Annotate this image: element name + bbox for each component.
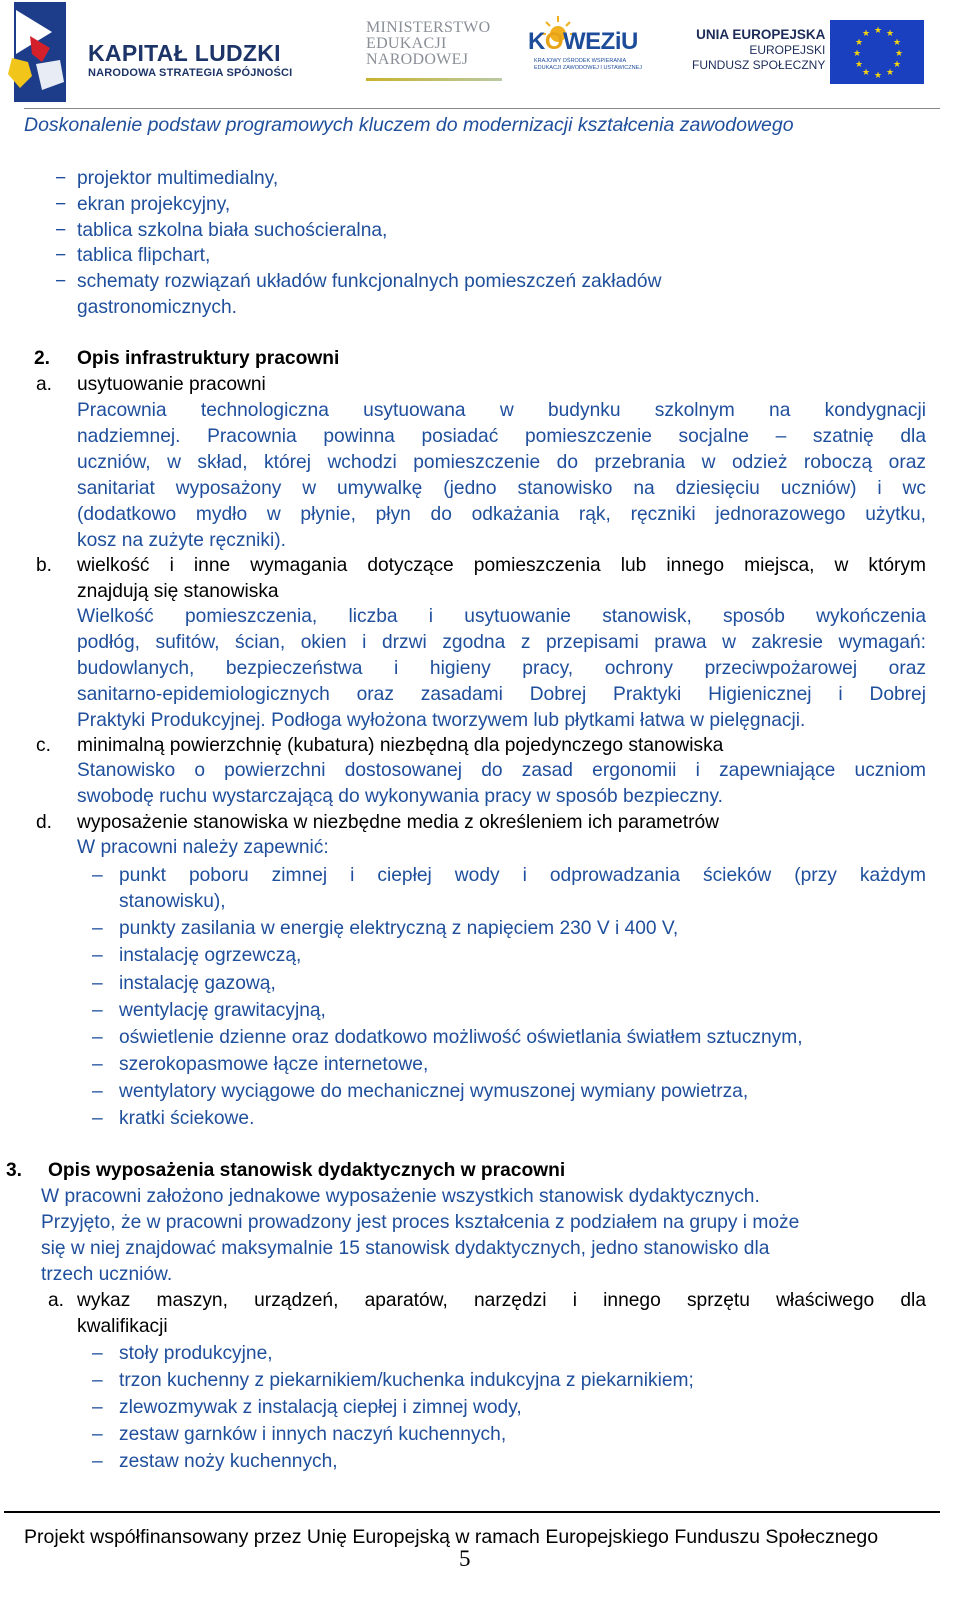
subsection-a-heading: usytuowanie pracowni (77, 374, 266, 395)
kowezu-subtitle: KRAJOWY OŚRODEK WSPIERANIA EDUKACJI ZAWODOWEJ I USTAWICZNEJ (534, 58, 642, 71)
list-dash: − (55, 271, 67, 292)
list-dash: − (55, 194, 67, 215)
kapital-ludzki-logo (0, 0, 310, 108)
list-dash: – (92, 1343, 103, 1364)
list-item: kratki ściekowe. (119, 1108, 255, 1129)
paragraph-line: sanitariat wyposażony w umywalkę (jedno stanowisko na dziesięciu uczniów) i wc (77, 478, 926, 499)
list-dash: – (92, 1000, 103, 1021)
list-dash: – (92, 1081, 103, 1102)
list-item: projektor multimedialny, (77, 168, 279, 189)
svg-text:★: ★ (862, 68, 871, 78)
section-2-title: Opis infrastruktury pracowni (77, 348, 340, 369)
footer-text: Projekt współfinansowany przez Unię Europejską w ramach Europejskiego Funduszu Społecznego (24, 1526, 879, 1548)
list-dash: – (92, 865, 103, 886)
list-item: stoły produkcyjne, (119, 1343, 273, 1364)
list-item: tablica szkolna biała suchościeralna, (77, 220, 388, 241)
ue-line-3: FUNDUSZ SPOŁECZNY (692, 58, 826, 72)
list-dash: – (92, 1054, 103, 1075)
heading-line: znajdują się stanowiska (77, 581, 279, 602)
list-dash: − (55, 220, 67, 241)
section-3a-heading (77, 1288, 926, 1340)
paragraph-line: Pracownia technologiczna usytuowana w budynku szkolnym na kondygnacji (77, 400, 926, 421)
list-item: trzon kuchenny z piekarnikiem/kuchenka indukcyjna z piekarnikiem; (119, 1370, 694, 1391)
list-dash: − (55, 245, 67, 266)
page-number: 5 (459, 1546, 471, 1571)
list-item: wentylację grawitacyjną, (119, 1000, 326, 1021)
list-item: schematy rozwiązań układów funkcjonalnych pomieszczeń zakładów (77, 271, 662, 292)
footer-rule (4, 1511, 940, 1513)
ue-efs-text (692, 26, 825, 73)
svg-text:★: ★ (862, 29, 871, 39)
ministerstwo-logo (366, 20, 490, 68)
ministerstwo-line-2: EDUKACJI (366, 35, 447, 52)
header-rule (24, 108, 940, 109)
ministerstwo-line-1: MINISTERSTWO (366, 19, 491, 36)
subsection-b-marker: b. (36, 555, 53, 576)
subsection-a-marker: a. (36, 374, 53, 395)
list-item: wentylatory wyciągowe do mechanicznej wymuszonej wymiany powietrza, (119, 1081, 749, 1102)
kowezu-name-o: O (544, 28, 564, 55)
list-item-line: stanowisku), (119, 891, 226, 912)
kapital-ludzki-name: KAPITAŁ LUDZKI (88, 40, 281, 66)
list-dash: – (92, 945, 103, 966)
logo-header (0, 0, 960, 108)
list-dash: – (92, 918, 103, 939)
paragraph-line: W pracowni założono jednakowe wyposażenie wszystkich stanowisk dydaktycznych. (41, 1186, 760, 1207)
svg-text:★: ★ (874, 26, 883, 36)
list-dash: – (92, 1027, 103, 1048)
svg-text:★: ★ (886, 68, 895, 78)
list-item: zlewozmywak z instalacją ciepłej i zimnej wody, (119, 1397, 522, 1418)
subsection-a-text (77, 398, 926, 554)
heading-line: wielkość i inne wymagania dotyczące pomieszczenia lub innego miejsca, w którym (77, 555, 926, 576)
list-item: instalację gazową, (119, 973, 276, 994)
section-3-text (41, 1184, 926, 1288)
paragraph-line: się w niej znajdować maksymalnie 15 stanowisk dydaktycznych, jedno stanowisko dla (41, 1238, 770, 1259)
kowezu-name-rest: WEZiU (563, 28, 638, 55)
list-item: instalację ogrzewczą, (119, 945, 302, 966)
paragraph-line: kosz na zużyte ręczniki). (77, 530, 287, 551)
list-item: punkty zasilania w energię elektryczną z napięciem 230 V i 400 V, (119, 918, 679, 939)
ministerstwo-line-3: NARODOWEJ (366, 51, 469, 68)
list-item (119, 863, 926, 915)
list-item: ekran projekcyjny, (77, 194, 231, 215)
svg-text:★: ★ (855, 60, 864, 70)
eu-flag-icon (830, 20, 924, 84)
section-3-number: 3. (6, 1160, 23, 1181)
paragraph-line: nadziemnej. Pracownia powinna posiadać pomieszczenie socjalne – szatnię dla (77, 426, 926, 447)
paragraph-line: (dodatkowo mydło w płynie, płyn do odkażania rąk, ręczniki jednorazowego użytku, (77, 504, 926, 525)
svg-text:★: ★ (853, 49, 862, 59)
subsection-c-text (77, 758, 926, 810)
list-dash: – (92, 1424, 103, 1445)
svg-text:★: ★ (895, 49, 904, 59)
subsection-d-intro: W pracowni należy zapewnić: (77, 837, 329, 858)
kowezu-name (528, 28, 638, 56)
subsection-d-heading: wyposażenie stanowiska w niezbędne media z określeniem ich parametrów (77, 812, 720, 833)
section-2-number: 2. (34, 348, 51, 369)
kowezu-name-k: K (528, 28, 545, 55)
svg-text:★: ★ (886, 29, 895, 39)
subsection-c-marker: c. (36, 735, 51, 756)
svg-text:★: ★ (874, 71, 883, 81)
heading-line: wykaz maszyn, urządzeń, aparatów, narzędzi i innego sprzętu właściwego dla (77, 1290, 926, 1311)
list-item: szerokopasmowe łącze internetowe, (119, 1054, 429, 1075)
paragraph-line: Praktyki Produkcyjnej. Podłoga wyłożona tworzywem lub płytkami łatwa w pielęgnacji. (77, 710, 806, 731)
subsection-c-heading: minimalną powierzchnię (kubatura) niezbędną dla pojedynczego stanowiska (77, 735, 724, 756)
subsection-b-text (77, 604, 926, 734)
paragraph-line: Stanowisko o powierzchni dostosowanej do zasad ergonomii i zapewniające uczniom (77, 760, 926, 781)
list-item: tablica flipchart, (77, 245, 211, 266)
ue-line-2: EUROPEJSKI (749, 43, 826, 57)
list-item: oświetlenie dzienne oraz dodatkowo możliwość oświetlania światłem sztucznym, (119, 1027, 803, 1048)
ministerstwo-underline (366, 78, 502, 81)
paragraph-line: uczniów, w skład, której wchodzi pomieszczenie do przebrania w odzież roboczą oraz (77, 452, 926, 473)
heading-line: kwalifikacji (77, 1316, 168, 1337)
paragraph-line: sanitarno-epidemiologicznych oraz zasadami Dobrej Praktyki Higienicznej i Dobrej (77, 684, 926, 705)
section-3-title: Opis wyposażenia stanowisk dydaktycznych w pracowni (48, 1160, 566, 1181)
list-item: zestaw noży kuchennych, (119, 1451, 338, 1472)
document-title: Doskonalenie podstaw programowych kluczem do modernizacji kształcenia zawodowego (24, 114, 794, 136)
paragraph-line: budowlanych, bezpieczeństwa i higieny pracy, ochrony przeciwpożarowej oraz (77, 658, 926, 679)
paragraph-line: podłóg, sufitów, ścian, okien i drzwi zgodna z przepisami prawa w zakresie wymagań: (77, 632, 926, 653)
paragraph-line: Wielkość pomieszczenia, liczba i usytuowanie stanowisk, sposób wykończenia (77, 606, 926, 627)
section-3a-marker: a. (48, 1290, 65, 1311)
svg-text:★: ★ (893, 60, 902, 70)
kapital-ludzki-emblem-icon (2, 2, 82, 106)
paragraph-line: swobodę ruchu wystarczającą do wykonywania pracy w sposób bezpieczny. (77, 786, 723, 807)
list-item-line: punkt poboru zimnej i ciepłej wody i odprowadzania ścieków (przy każdym (119, 865, 926, 886)
kapital-ludzki-subtitle: NARODOWA STRATEGIA SPÓJNOŚCI (88, 67, 293, 79)
subsection-b-heading (77, 553, 926, 605)
list-item-continuation: gastronomicznych. (77, 297, 237, 318)
paragraph-line: Przyjęto, że w pracowni prowadzony jest proces kształcenia z podziałem na grupy i może (41, 1212, 800, 1233)
list-dash: – (92, 973, 103, 994)
svg-text:★: ★ (855, 38, 864, 48)
paragraph-line: trzech uczniów. (41, 1264, 173, 1285)
subsection-d-marker: d. (36, 812, 53, 833)
ue-line-1: UNIA EUROPEJSKA (696, 27, 826, 42)
svg-text:★: ★ (893, 38, 902, 48)
list-dash: − (55, 168, 67, 189)
list-dash: – (92, 1397, 103, 1418)
list-dash: – (92, 1108, 103, 1129)
list-dash: – (92, 1370, 103, 1391)
list-dash: – (92, 1451, 103, 1472)
list-item: zestaw garnków i innych naczyń kuchennych, (119, 1424, 507, 1445)
